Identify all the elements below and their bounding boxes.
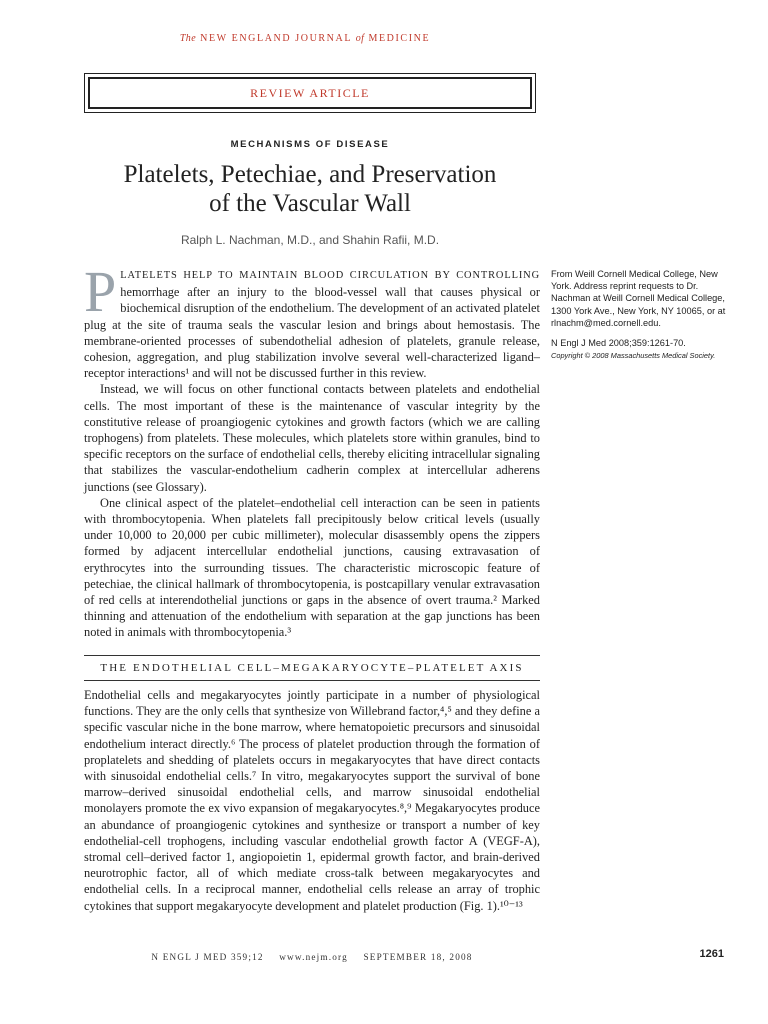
section-rule-top <box>84 655 540 656</box>
drop-cap: P <box>84 259 117 324</box>
article-type-label: REVIEW ARTICLE <box>250 85 370 100</box>
intro-paragraph-1 <box>84 259 540 381</box>
footer-date: SEPTEMBER 18, 2008 <box>363 952 473 962</box>
author-list: Ralph L. Nachman, M.D., and Shahin Rafii, M.D. <box>180 233 440 247</box>
journal-citation: N Engl J Med 2008;359:1261-70. <box>551 338 686 349</box>
running-head <box>0 33 610 44</box>
intro-paragraph-2: Instead, we will focus on other functional contacts between platelets and endothelial cells. The most important of these is the maintenance of vascular integrity by the constitutive release of proangiogenic cytokines and growth factors (which we are calling trophogens) from platelets. These molecules, which platelets store within granules, bind to specific receptors on the surface of endothelial cells, thereby eliciting intracellular signaling that stabilizes the vascular-endothelium cadherin complex at intercellular adherens junctions (see Glossary). <box>84 382 540 494</box>
footer-journal: N ENGL J MED 359;12 <box>151 952 264 962</box>
section-rule-bottom <box>84 680 540 681</box>
section-kicker: MECHANISMS OF DISEASE <box>230 139 390 150</box>
page-footer <box>84 952 540 962</box>
intro-paragraph-1-text: hemorrhage after an injury to the blood-vessel wall that causes physical or biochemical disruption of the endothelium. The development of an activated platelet plug at the site of trauma seals the vascular lesion and brings about hemostasis. The membrane-oriented processes of subendothelial adhesion of platelets, granule release, cohesion, aggregation, and plug stabilization involve several well-characterized ligand–receptor interactions¹ and will not be discussed further in this review. <box>84 285 540 381</box>
article-type-banner <box>84 73 536 113</box>
article-title-line-2: of the Vascular Wall <box>209 190 411 217</box>
article-type-banner-inner <box>88 77 532 109</box>
article-title <box>84 160 536 218</box>
running-head-journal-b: MEDICINE <box>368 33 431 44</box>
running-head-journal-a: NEW ENGLAND JOURNAL <box>200 33 352 44</box>
running-head-the: The <box>179 33 197 44</box>
intro-lead-in: LATELETS HELP TO MAINTAIN BLOOD CIRCULATION BY CONTROLLING <box>120 270 540 281</box>
section-heading: THE ENDOTHELIAL CELL–MEGAKARYOCYTE–PLATELET AXIS <box>100 662 524 674</box>
copyright-notice: Copyright © 2008 Massachusetts Medical Society. <box>551 351 716 361</box>
page-number: 1261 <box>699 948 724 960</box>
author-affiliation: From Weill Cornell Medical College, New York. Address reprint requests to Dr. Nachman at Weill Cornell Medical College, 1300 York Ave., New York, NY 10065, or at rlnachm@med.cornell.edu. <box>551 269 726 328</box>
section-column <box>84 687 540 914</box>
article-sidebar <box>551 268 731 369</box>
section-paragraph-1: Endothelial cells and megakaryocytes jointly participate in a number of physiological functions. They are the only cells that synthesize von Willebrand factor,⁴,⁵ and they define a specific vascular niche in the bone marrow, where hematopoietic precursors and sinusoidal endothelium interact directly.⁶ The process of platelet production through the formation of proplatelets and shedding of platelets occurs in megakaryocytes that have direct contacts with sinusoidal endothelial cells.⁷ In vitro, megakaryocytes support the survival of bone marrow–derived sinusoidal endothelial cells, and marrow sinusoidal endothelial monolayers promote the ex vivo expansion of megakaryocytes.⁸,⁹ Megakaryocytes produce an abundance of proangiogenic cytokines and synthesize or transport a number of key endothelial-cell trophogens, including vascular endothelial growth factor A (VEGF-A), stromal cell–derived factor 1, angiopoietin 1, epidermal growth factor, and brain-derived neurotrophic factor, all of which mediate cross-talk between megakaryocytes and endothelial cells. In a reciprocal manner, endothelial cells release an array of trophic cytokines that support megakaryocyte development and platelet production (Fig. 1).¹⁰⁻¹³ <box>84 688 540 913</box>
intro-column <box>84 259 540 641</box>
intro-paragraph-3: One clinical aspect of the platelet–endothelial cell interaction can be seen in patients with thrombocytopenia. When platelets fall precipitously below critical levels (usually under 10,000 to 20,000 per cubic millimeter), molecular disassembly opens the zippers formed by adjacent intercellular endothelial junctions, causing extravasation of erythrocytes into the surrounding tissues. The characteristic microscopic feature of petechiae, the clinical hallmark of thrombocytopenia, is postcapillary venular extravasation of red cells at interendothelial junctions or gaps in the absence of overt trauma.² Marked thinning and attenuation of the endothelium with separation at the gap junctions has been noted in animals with thrombocytopenia.³ <box>84 495 540 640</box>
running-head-of: of <box>355 33 365 44</box>
footer-web: www.nejm.org <box>279 952 348 962</box>
article-title-line-1: Platelets, Petechiae, and Preservation <box>123 161 497 188</box>
